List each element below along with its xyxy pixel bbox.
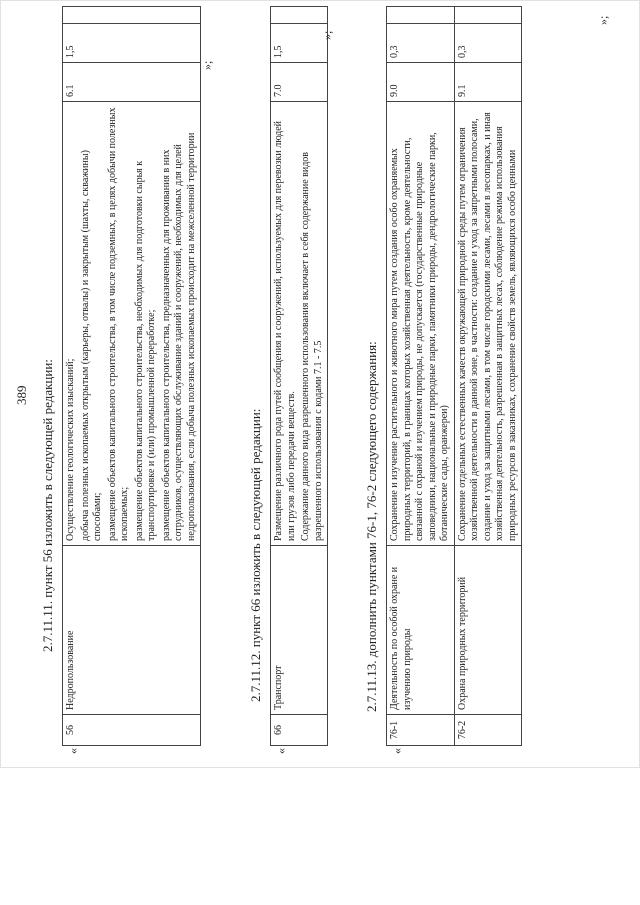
land-use-table xyxy=(62,6,201,746)
open-quote: « xyxy=(390,748,404,754)
section-heading: 2.7.11.11. пункт 56 изложить в следующей редакции: xyxy=(40,359,55,652)
section-66 xyxy=(248,0,334,760)
empty-cell xyxy=(63,7,201,24)
land-use-table xyxy=(270,6,328,746)
use-code: 9.0 xyxy=(387,63,455,102)
table-row xyxy=(271,7,328,746)
description-line: Размещение различного рода путей сообщения и сооружений, используемых для перевозки людей или грузов либо передачи веществ. xyxy=(273,120,297,541)
description-line: размещение объектов капитального строительства, предназначенных для проживания в них сотрудников, осуществляющих обслуживание зданий и сооружений, необходимых для целей недропользования, если добыча полезных ископаемых происходит на межселенной территории xyxy=(160,132,197,541)
use-code: 9.1 xyxy=(454,63,522,102)
use-code: 7.0 xyxy=(271,63,328,102)
use-description xyxy=(271,102,328,546)
blank-area xyxy=(0,768,640,905)
row-number: 56 xyxy=(63,715,201,746)
use-coefficient: 1,5 xyxy=(63,24,201,63)
table-row xyxy=(454,7,522,746)
open-quote: « xyxy=(66,748,80,754)
description-line: размещение объектов капитального строительства, в том числе подземных, в целях добычи полезных ископаемых; xyxy=(106,107,130,541)
description-line: добыча полезных ископаемых открытым (карьеры, отвалы) и закрытым (шахты, скважины) способами; xyxy=(79,150,103,541)
empty-cell xyxy=(271,7,328,24)
use-description xyxy=(454,102,522,546)
description-line: Сохранение и изучение растительного и животного мира путем создания особо охраняемых природных территорий, в границах которых хозяйственная деятельность, кроме деятельности, связанной с охраной и изучением природы, не допускается (государственные природные заповедники, национальные и природные парки, памятники природы, дендрологические парки, ботанические сады, оранжереи) xyxy=(389,132,450,541)
section-heading: 2.7.11.13. дополнить пунктами 76-1, 76-2 следующего содержания: xyxy=(364,341,379,712)
page-number: 389 xyxy=(14,385,29,405)
description-line: Сохранение отдельных естественных качеств окружающей природной среды путем ограничения хозяйственной деятельности в данной зоне, в частности: создание и уход за запретными полосами, создание и уход за защитными лесами, в том числе городскими лесами, лесами в лесопарках, и иная хозяйственная деятельность, разрешенная в защитных лесах, соблюдение режима использования природных ресурсов в заказниках, сохранение свойств земель, являющихся особо ценными xyxy=(456,112,518,541)
use-name: Охрана природных территорий xyxy=(454,546,522,715)
use-name: Транспорт xyxy=(271,546,328,715)
use-coefficient: 0,3 xyxy=(454,24,522,63)
use-coefficient: 0,3 xyxy=(387,24,455,63)
description-line: Содержание данного вида разрешенного использования включает в себя содержание видов разрешенного использования с кодами 7.1 - 7.5 xyxy=(300,151,324,541)
close-quote: »; xyxy=(200,60,214,70)
section-heading: 2.7.11.12. пункт 66 изложить в следующей редакции: xyxy=(248,408,263,702)
description-line: размещение объектов капитального строительства, необходимых для подготовки сырья к транспортировке и (или) промышленной переработке; xyxy=(133,160,157,541)
close-quote: »; xyxy=(320,30,334,40)
use-name: Недропользование xyxy=(63,546,201,715)
use-code: 6.1 xyxy=(63,63,201,102)
table-row xyxy=(63,7,201,746)
open-quote: « xyxy=(274,748,288,754)
use-name: Деятельность по особой охране и изучению природы xyxy=(387,546,455,715)
close-quote: »; xyxy=(596,15,610,25)
use-description xyxy=(63,102,201,546)
empty-cell xyxy=(387,7,455,24)
section-56 xyxy=(40,0,214,760)
use-description xyxy=(387,102,455,546)
table-row xyxy=(387,7,455,746)
empty-cell xyxy=(454,7,522,24)
land-use-table xyxy=(386,6,522,746)
section-76 xyxy=(364,0,610,760)
row-number: 76-2 xyxy=(454,715,522,746)
row-number: 76-1 xyxy=(387,715,455,746)
description-line: Осуществление геологических изысканий; xyxy=(65,358,76,541)
use-coefficient: 1,5 xyxy=(271,24,328,63)
row-number: 66 xyxy=(271,715,328,746)
